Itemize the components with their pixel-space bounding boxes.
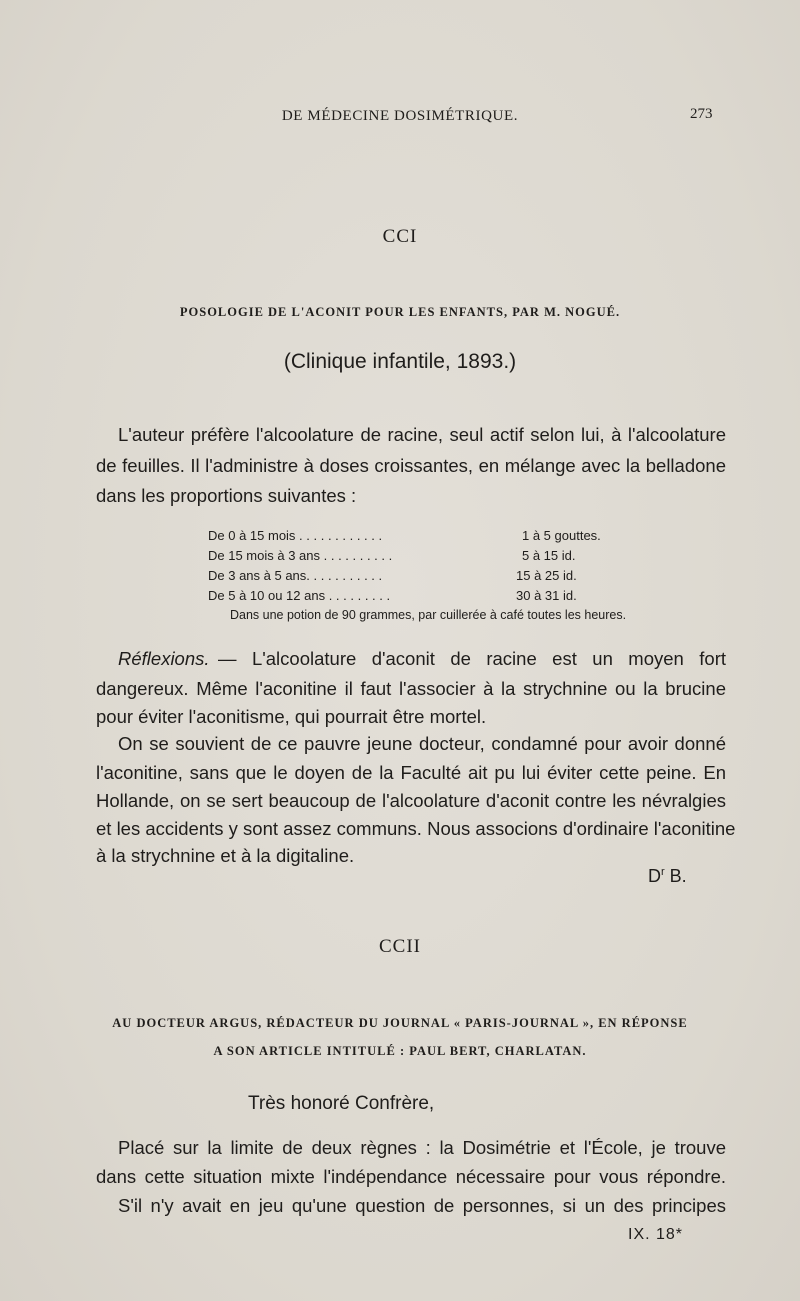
letter-line-1: Placé sur la limite de deux règnes : la Dosimétrie et l'École, je trouve — [118, 1137, 726, 1158]
signature-dr-b: $D^r$ B. — [648, 866, 687, 886]
reflexions-line-8: à la strychnine et à la digitaline. — [96, 845, 355, 866]
section-number-cci: CCI — [382, 226, 418, 247]
section-title-cci: POSOLOGIE DE L'ACONIT POUR LES ENFANTS, PAR M. NOGUÉ. — [179, 305, 621, 319]
reflexions-line-1: — L'alcoolature d'aconit de racine est un moyen fort — [218, 648, 726, 669]
section-subtitle-cci: (Clinique infantile, 1893.) — [283, 350, 517, 373]
reflexions-line-5: l'aconitine, sans que le doyen de la Faculté ait pu lui éviter cette peine. En — [96, 762, 726, 783]
letter-greeting: Très honoré Confrère, — [248, 1093, 435, 1114]
dosage-table-note: Dans une potion de 90 grammes, par cuillerée à café toutes les heures. — [230, 608, 627, 622]
dosage-dose-4: 30 à 31 id. — [516, 588, 577, 603]
reflexions-line-7: et les accidents y sont assez communs. Nous associons d'ordinaire l'aconitine — [96, 818, 736, 839]
dosage-dose-1: 1 à 5 gouttes. — [522, 528, 601, 543]
signature-mark: IX. 18* — [628, 1226, 684, 1243]
letter-line-3: S'il n'y avait en jeu qu'une question de personnes, si un des principes — [118, 1195, 726, 1216]
dosage-age-4: De 5 à 10 ou 12 ans . . . . . . . . . — [208, 588, 391, 603]
intro-line-1: L'auteur préfère l'alcoolature de racine, seul actif selon lui, à l'alcoolature — [118, 424, 726, 445]
intro-line-3: dans les proportions suivantes : — [96, 485, 357, 506]
section-title-ccii-line-1: AU DOCTEUR ARGUS, RÉDACTEUR DU JOURNAL « PARIS-JOURNAL », EN RÉPONSE — [112, 1016, 688, 1030]
dosage-dose-2: 5 à 15 id. — [522, 548, 576, 563]
dosage-age-2: De 15 mois à 3 ans . . . . . . . . . . — [208, 548, 393, 563]
reflexions-label: Réflexions. — [118, 648, 210, 669]
reflexions-line-4: On se souvient de ce pauvre jeune docteur, condamné pour avoir donné — [118, 733, 726, 754]
dosage-dose-3: 15 à 25 id. — [516, 568, 577, 583]
dosage-age-1: De 0 à 15 mois . . . . . . . . . . . . — [208, 528, 383, 543]
section-number-ccii: CCII — [379, 936, 421, 957]
running-head: DE MÉDECINE DOSIMÉTRIQUE. — [281, 108, 519, 124]
reflexions-line-3: pour éviter l'aconitisme, qui pourrait être mortel. — [96, 706, 487, 727]
letter-line-2: dans cette situation mixte l'indépendance nécessaire pour vous répondre. — [96, 1166, 726, 1187]
dosage-age-3: De 3 ans à 5 ans. . . . . . . . . . . — [208, 568, 383, 583]
page-number: 273 — [690, 106, 713, 122]
section-title-ccii-line-2: A SON ARTICLE INTITULÉ : PAUL BERT, CHARLATAN. — [213, 1044, 587, 1058]
intro-line-2: de feuilles. Il l'administre à doses croissantes, en mélange avec la belladone — [96, 455, 726, 476]
reflexions-line-2: dangereux. Même l'aconitine il faut l'associer à la strychnine ou la brucine — [96, 678, 726, 699]
reflexions-line-6: Hollande, on se sert beaucoup de l'alcoolature d'aconit contre les névralgies — [96, 790, 726, 811]
